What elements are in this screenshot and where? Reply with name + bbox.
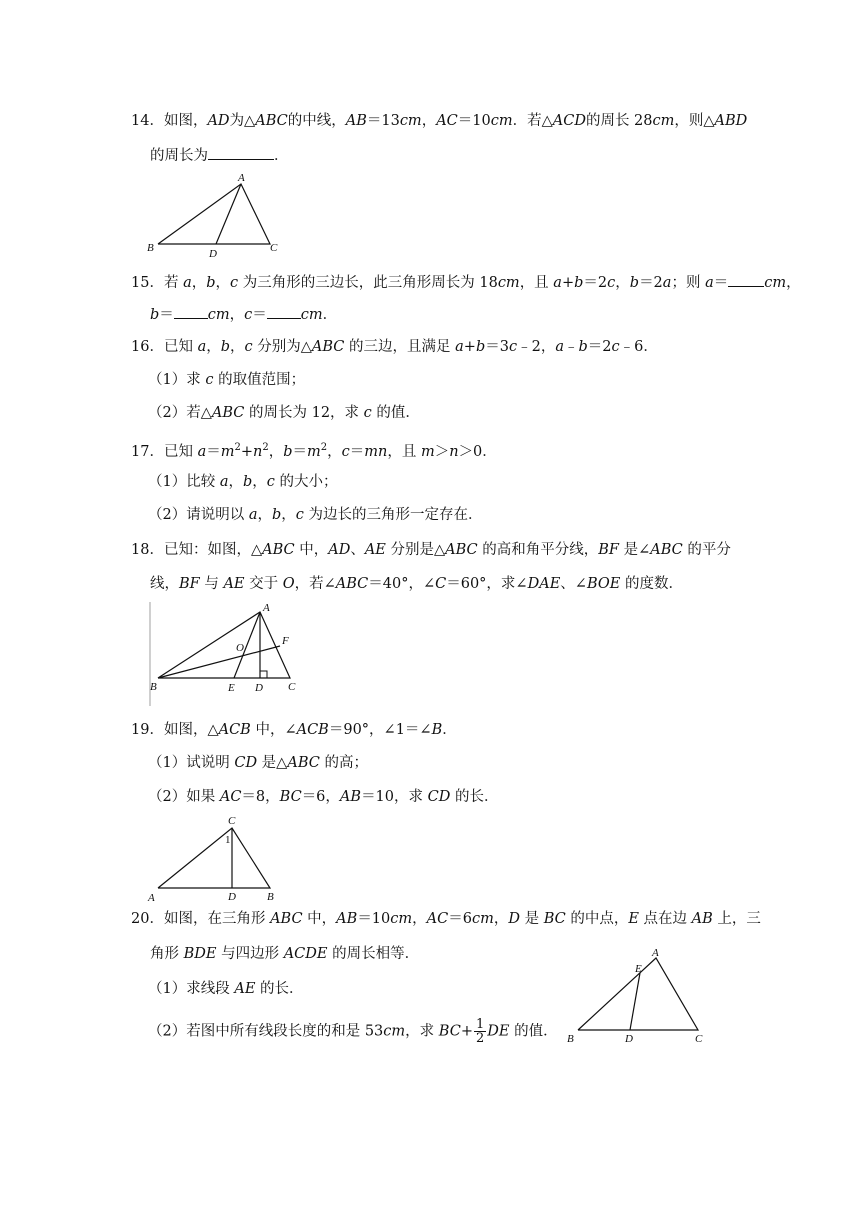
q14-line2: 的周长为 ．	[150, 145, 289, 166]
label-D: D	[228, 891, 236, 903]
q18-line1: 18．已知：如图，△ABC 中，AD、AE 分别是△ABC 的高和角平分线，BF 是∠ABC 的平分	[131, 542, 731, 558]
answer-blank-a	[728, 272, 764, 287]
label-B: B	[267, 891, 274, 903]
label-C: C	[228, 815, 236, 827]
label-A: A	[263, 602, 270, 614]
q16-part1: （1）求 c 的取值范围；	[148, 372, 306, 388]
label-E: E	[635, 963, 642, 975]
label-A: A	[652, 947, 659, 959]
label-O: O	[236, 642, 244, 654]
q19-figure	[140, 812, 290, 904]
q14-line1: 14．如图，AD为△ABC的中线，AB＝13cm，AC＝10cm．若△ACD的周长 28cm，则△ABD	[131, 113, 748, 129]
label-one: 1	[225, 834, 231, 846]
q20-part1: （1）求线段 AE 的长．	[148, 981, 304, 997]
q16-stem: 16．已知 a，b，c 分别为△ABC 的三边，且满足 a+b＝3c﹣2，a﹣b＝2c﹣6．	[131, 339, 658, 355]
q15-line2: b＝ cm，c＝ cm．	[150, 304, 337, 325]
label-C: C	[270, 242, 278, 254]
q18-figure	[148, 600, 308, 700]
answer-blank	[208, 145, 274, 160]
label-D: D	[255, 682, 263, 694]
q17-stem: 17．已知 $a=m^2+n^2$，$b=m^2$，c＝mn，且 m＞n＞0．	[131, 442, 497, 460]
label-E: E	[228, 682, 235, 694]
q17-part1: （1）比较 a，b，c 的大小；	[148, 474, 338, 490]
q18-line2: 线，BF 与 AE 交于 O，若∠ABC＝40°，∠C＝60°，求∠DAE、∠BOE 的度数．	[150, 576, 683, 592]
label-D: D	[625, 1033, 633, 1045]
q19-part2: （2）如果 AC＝8，BC＝6，AB＝10，求 CD 的长．	[148, 789, 499, 805]
q20-line2: 角形 BDE 与四边形 ACDE 的周长相等．	[150, 946, 420, 962]
label-C: C	[695, 1033, 703, 1045]
question-number: 14．	[131, 113, 164, 129]
q19-part1: （1）试说明 CD 是△ABC 的高；	[148, 755, 368, 771]
label-D: D	[209, 248, 217, 260]
q16-part2: （2）若△ABC 的周长为 12，求 c 的值．	[148, 405, 420, 421]
answer-blank-b	[174, 304, 208, 319]
label-A: A	[238, 172, 245, 184]
q20-line1: 20．如图，在三角形 ABC 中，AB＝10cm，AC＝6cm，D 是 BC 的中点，E 点在边 AB 上，三	[131, 911, 761, 927]
label-B: B	[567, 1033, 574, 1045]
label-B: B	[150, 681, 157, 693]
fraction-one-half: $\frac{1}{2}$	[475, 1017, 485, 1046]
q20-part2: （2）若图中所有线段长度的和是 53cm，求 BC+ $\frac{1}{2}$ DE 的值．	[148, 1017, 558, 1046]
q17-part2: （2）请说明以 a，b，c 为边长的三角形一定存在．	[148, 507, 483, 523]
label-C: C	[288, 681, 296, 693]
q14-figure	[140, 172, 290, 264]
label-F: F	[282, 635, 289, 647]
answer-blank-c	[267, 304, 301, 319]
label-B: B	[147, 242, 154, 254]
label-A: A	[148, 892, 155, 904]
q19-stem: 19．如图，△ACB 中，∠ACB＝90°，∠1＝∠B．	[131, 722, 457, 738]
q20-figure	[560, 947, 720, 1050]
q15-line1: 15．若 a，b，c 为三角形的三边长，此三角形周长为 18cm，且 a+b＝2c，b＝2a；则 a＝ cm，	[131, 272, 801, 293]
